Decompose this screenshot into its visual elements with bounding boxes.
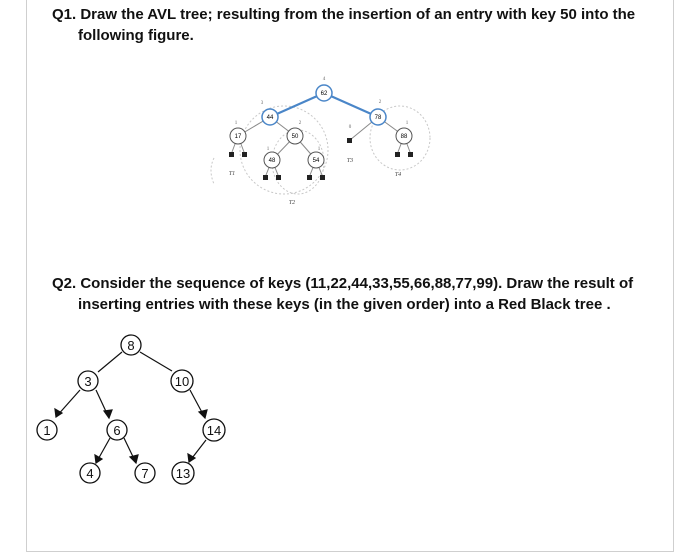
avl-node-label: 48: [268, 158, 276, 164]
avl-node-label: 17: [234, 134, 242, 140]
bst-node-label: 10: [174, 374, 190, 389]
bst-node-label: 7: [141, 466, 149, 481]
svg-text:3: 3: [260, 101, 264, 106]
avl-node-label: 44: [266, 115, 274, 121]
bst-node-label: 3: [84, 374, 92, 389]
avl-node-label: 62: [320, 91, 328, 97]
avl-node-label: 88: [400, 134, 408, 140]
svg-text:T3: T3: [346, 158, 354, 164]
svg-text:4: 4: [322, 77, 326, 82]
svg-text:1: 1: [317, 147, 321, 152]
bst-nodes: [37, 335, 225, 484]
svg-text:2: 2: [378, 100, 382, 105]
svg-text:T1: T1: [228, 171, 236, 177]
avl-node-label: 78: [374, 115, 382, 121]
svg-text:1: 1: [405, 121, 409, 126]
svg-text:T2: T2: [288, 200, 296, 206]
question-2-line2: inserting entries with these keys (in the given order) into a Red Black tree .: [78, 296, 611, 313]
bst-node-label: 13: [175, 466, 191, 481]
question-1-line1: Q1. Draw the AVL tree; resulting from the insertion of an entry with key 50 into the: [52, 6, 636, 23]
bst-node-label: 6: [113, 423, 121, 438]
question-1-line2: following figure.: [78, 27, 194, 44]
bst-node-label: 1: [43, 423, 51, 438]
svg-text:0: 0: [348, 125, 352, 130]
question-2-line1: Q2. Consider the sequence of keys (11,22,44,33,55,66,88,77,99). Draw the result of: [52, 275, 634, 292]
svg-text:T4: T4: [394, 172, 402, 178]
avl-node-label: 50: [291, 134, 299, 140]
bst-node-label: 8: [127, 338, 135, 353]
bst-edges: [55, 352, 207, 463]
avl-node-label: 54: [312, 158, 320, 164]
bst-node-label: 14: [206, 423, 222, 438]
bst-node-label: 4: [86, 466, 94, 481]
svg-text:1: 1: [266, 147, 270, 152]
svg-text:2: 2: [298, 121, 302, 126]
svg-text:1: 1: [234, 121, 238, 126]
